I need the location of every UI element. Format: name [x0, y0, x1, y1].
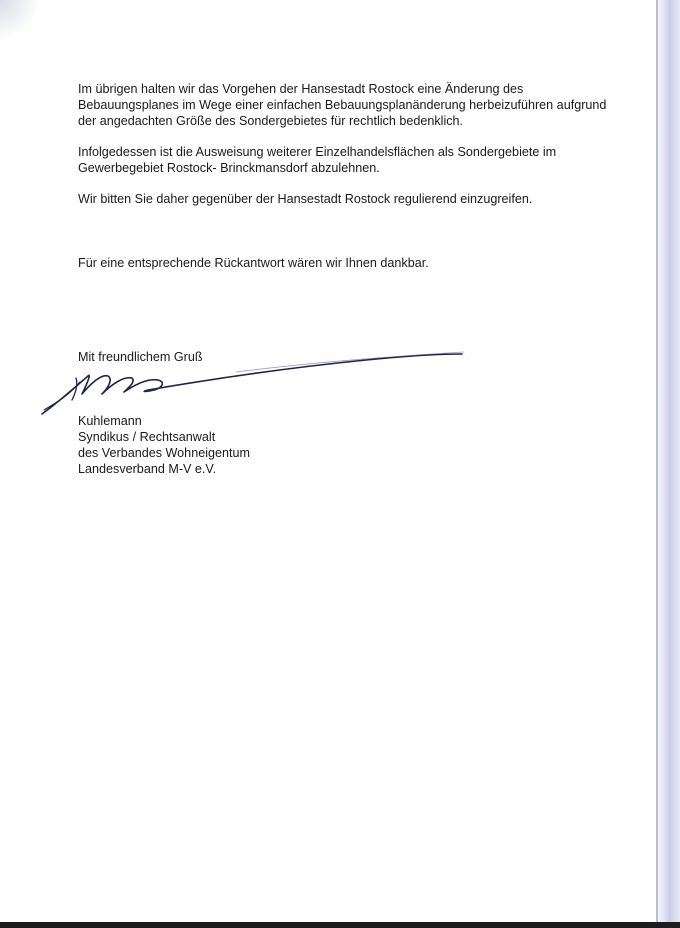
signatory-name: Kuhlemann — [78, 414, 142, 428]
signatory-organization: Landesverband M-V e.V. — [78, 462, 217, 476]
scan-edge-line — [656, 0, 658, 928]
text-line: Bebauungsplanes im Wege einer einfachen Bebauungsplanänderung herbeizuführen aufgrund — [78, 98, 607, 112]
paragraph-thanks — [78, 255, 618, 271]
scan-edge-bottom — [0, 922, 680, 928]
paragraph-rejection — [78, 144, 618, 176]
text-line: Im übrigen halten wir das Vorgehen der Hansestadt Rostock eine Änderung des — [78, 82, 524, 96]
signatory-organization: des Verbandes Wohneigentum — [78, 446, 251, 460]
signatory-title: Syndikus / Rechtsanwalt — [78, 430, 216, 444]
handwritten-signature — [36, 348, 466, 418]
text-line: Wir bitten Sie daher gegenüber der Hansestadt Rostock regulierend einzugreifen. — [78, 192, 533, 206]
paragraph-legal-concern — [78, 81, 618, 129]
text-line: Für eine entsprechende Rückantwort wären wir Ihnen dankbar. — [78, 256, 429, 270]
text-line: Gewerbegebiet Rostock- Brinckmansdorf abzulehnen. — [78, 161, 380, 175]
closing-text: Mit freundlichem Gruß — [78, 350, 203, 364]
paragraph-request — [78, 191, 618, 207]
signatory-block — [78, 413, 618, 477]
scan-shadow-corner — [0, 0, 40, 40]
text-line: Infolgedessen ist die Ausweisung weiterer Einzelhandelsflächen als Sondergebiete im — [78, 145, 557, 159]
text-line: der angedachten Größe des Sondergebietes für rechtlich bedenklich. — [78, 114, 464, 128]
